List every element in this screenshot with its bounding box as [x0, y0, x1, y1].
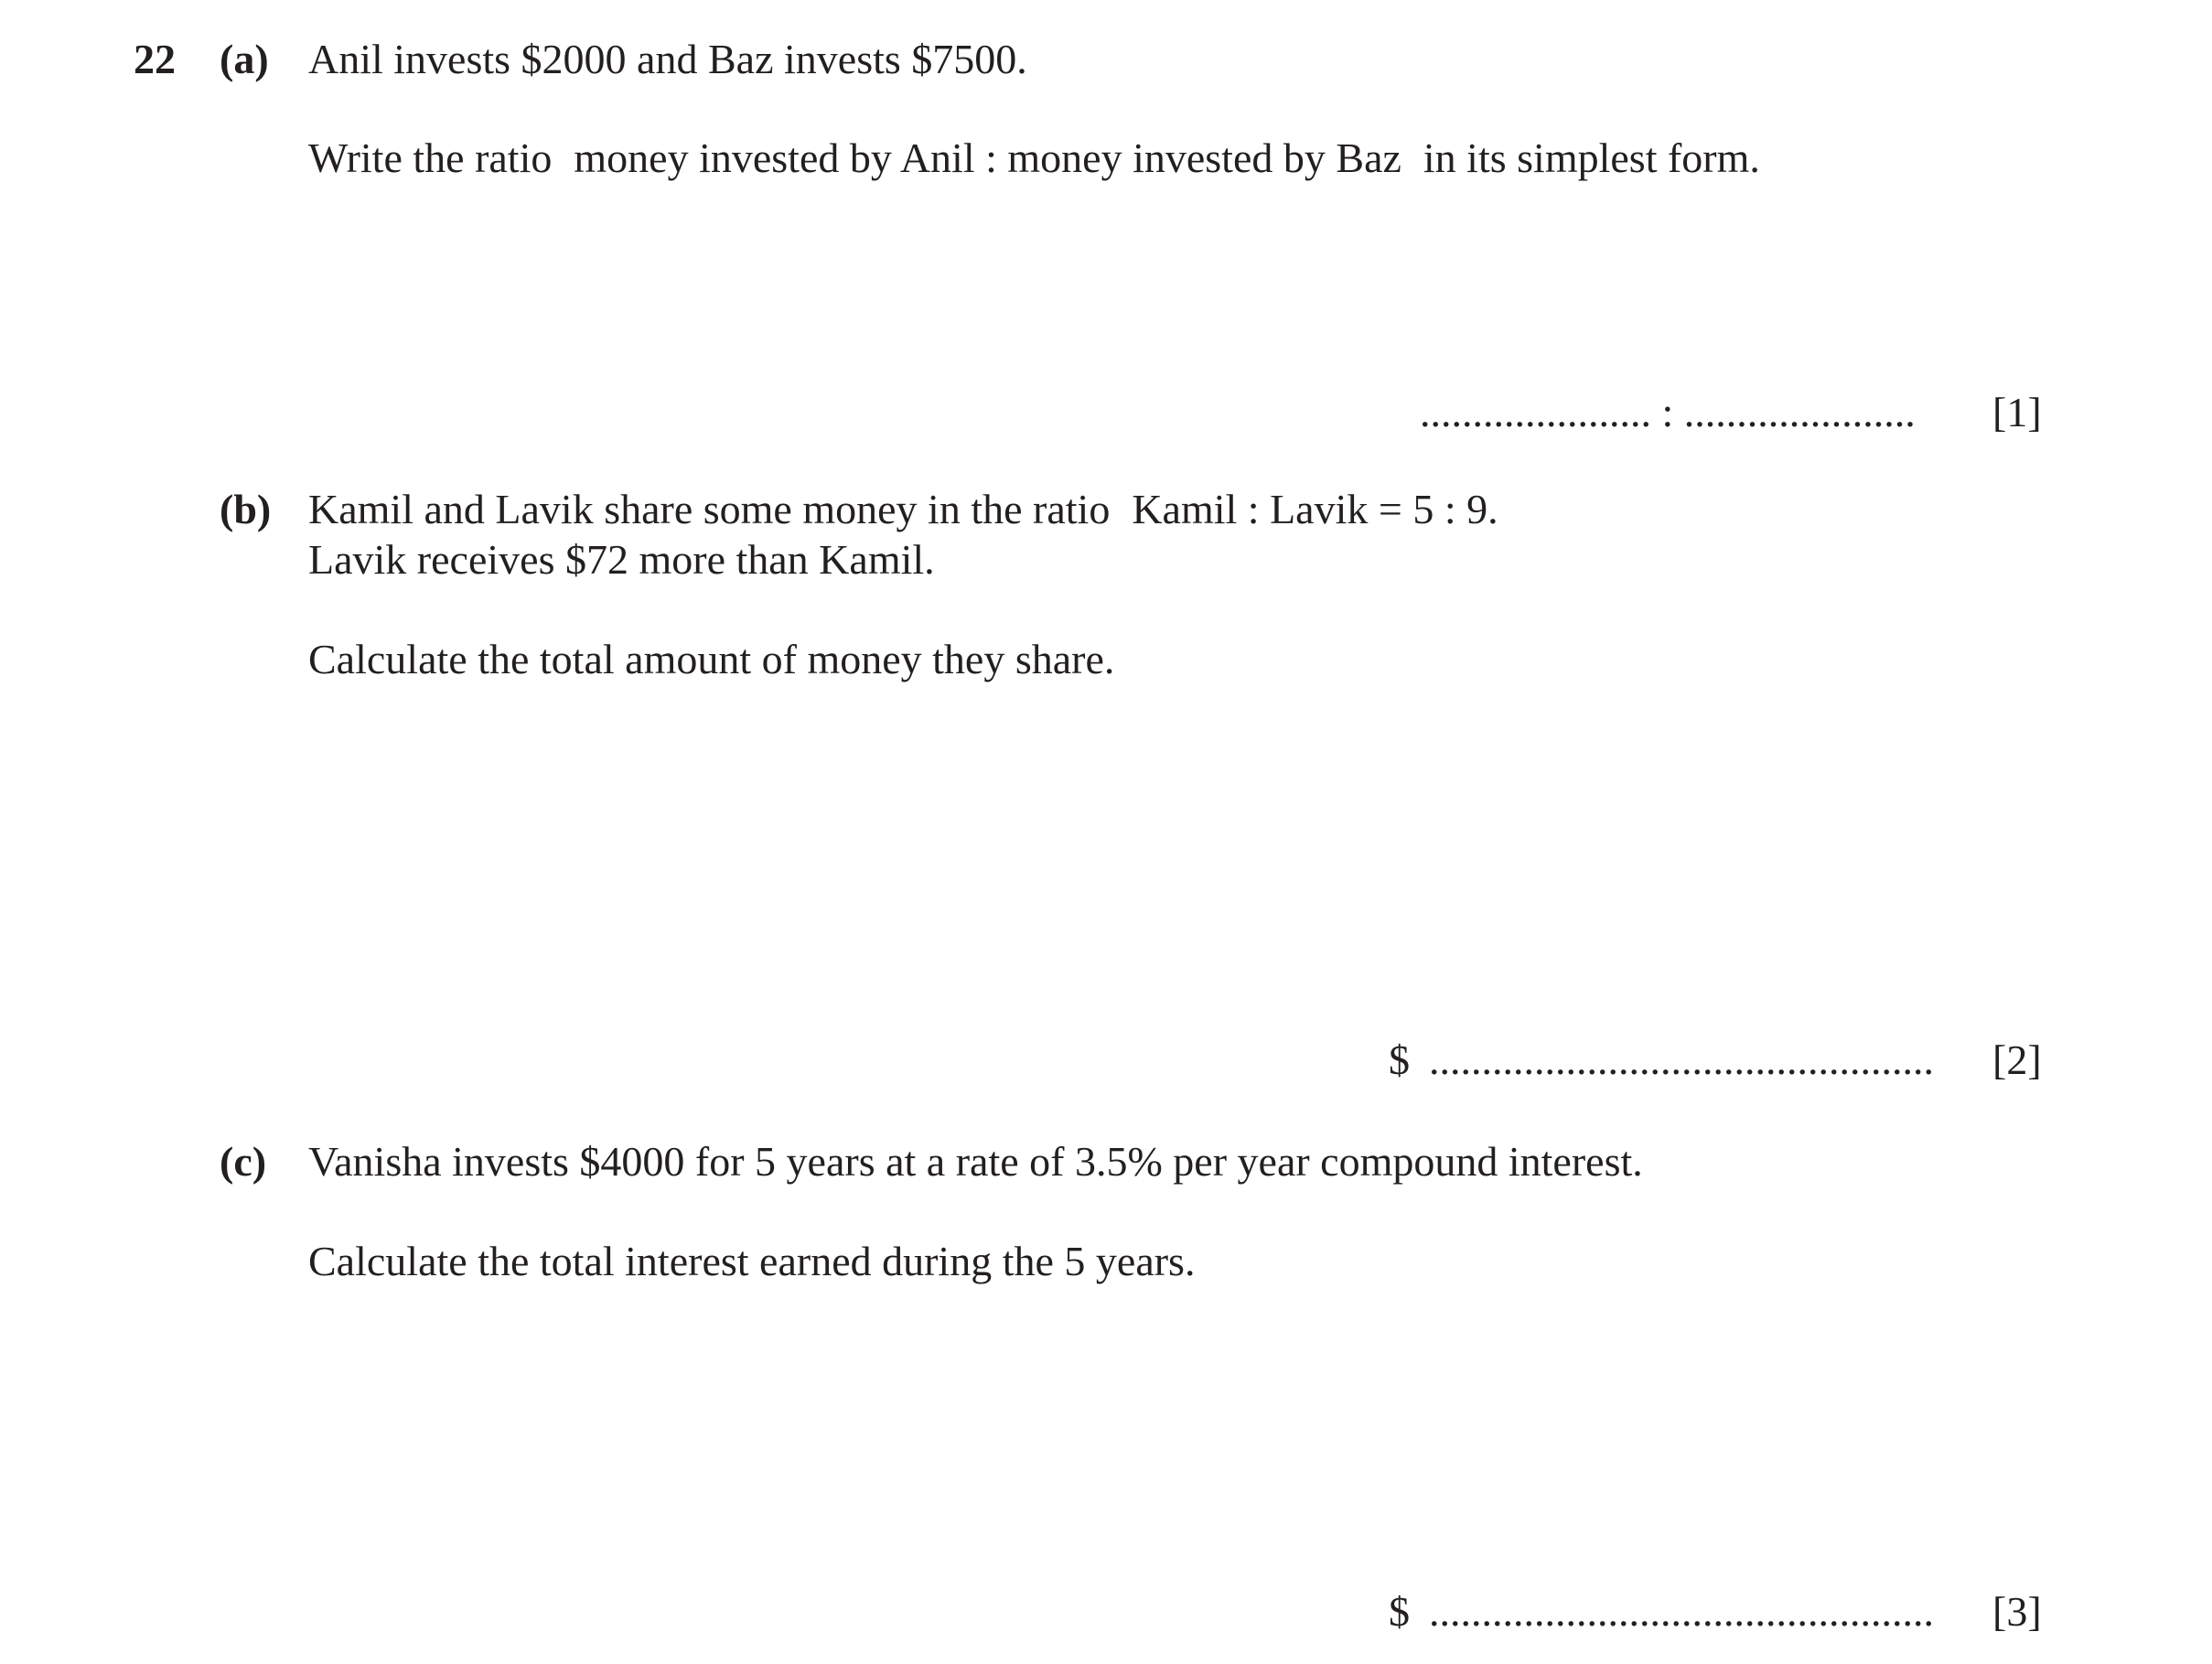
part-b-marks: [2] — [1992, 1036, 2042, 1083]
part-b-instruction: Calculate the total amount of money they share. — [308, 636, 1115, 682]
part-c-marks: [3] — [1992, 1588, 2042, 1635]
part-a-instruction — [308, 134, 1760, 181]
part-b-statement-start: Kamil and Lavik share some money in the ratio — [308, 486, 1111, 532]
part-b-answer-line[interactable]: ................................................ — [1429, 1036, 1934, 1083]
part-b-statement-2: Lavik receives $72 more than Kamil. — [308, 536, 935, 583]
part-b-label: (b) — [220, 486, 272, 532]
part-a-statement: Anil invests $2000 and Baz invests $7500. — [308, 36, 1027, 82]
part-c-dollar-sign: $ — [1389, 1588, 1410, 1635]
part-b-statement — [308, 488, 1498, 531]
part-b-dollar-sign: $ — [1389, 1036, 1410, 1083]
part-a-answer-line[interactable]: ...................... : ...................... — [1420, 389, 1916, 435]
part-c-statement: Vanisha invests $4000 for 5 years at a rate of 3.5% per year compound interest. — [308, 1138, 1643, 1185]
part-a-instruction-start: Write the ratio — [308, 134, 553, 181]
part-c-answer-line[interactable]: ................................................ — [1429, 1588, 1934, 1635]
part-c-instruction: Calculate the total interest earned during the 5 years. — [308, 1238, 1196, 1284]
question-number: 22 — [134, 36, 176, 82]
part-a-ratio-expression: money invested by Anil : money invested by Baz — [574, 134, 1401, 181]
part-a-instruction-end: in its simplest form. — [1423, 134, 1760, 181]
part-b-ratio: Kamil : Lavik = 5 : 9. — [1132, 486, 1498, 532]
part-a-marks: [1] — [1992, 389, 2042, 435]
part-a-label: (a) — [220, 36, 269, 82]
part-c-label: (c) — [220, 1138, 267, 1185]
